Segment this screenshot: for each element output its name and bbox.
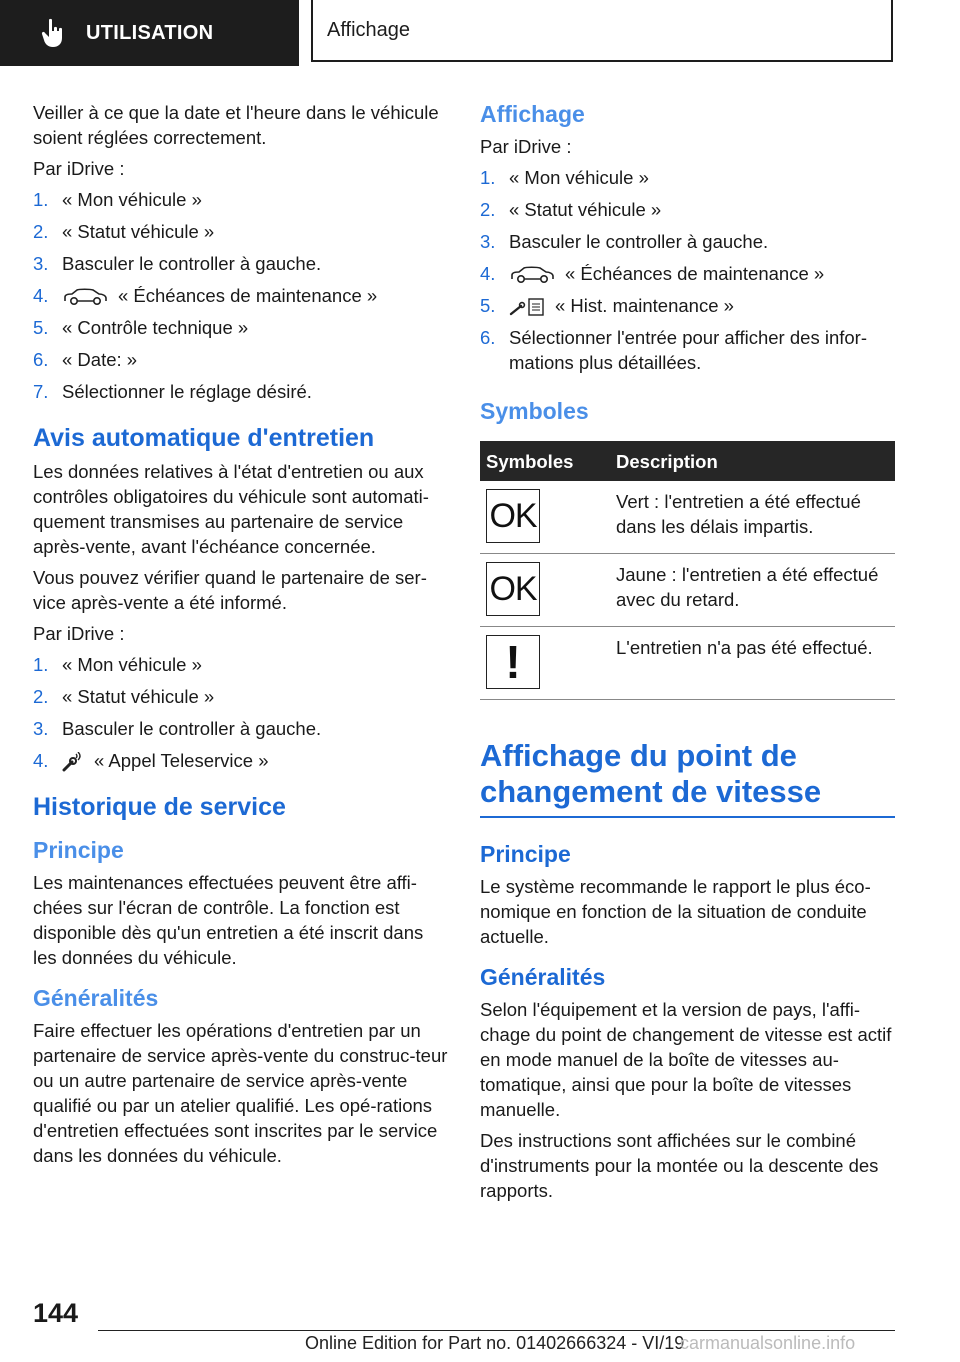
steps-list-date: [33, 187, 451, 411]
list-item: 6. « Date: »: [33, 349, 138, 370]
list-item: 2. « Statut véhicule »: [480, 199, 662, 220]
list-item: 3. Basculer le controller à gauche.: [480, 231, 769, 252]
watermark: carmanualsonline.info: [680, 1333, 856, 1353]
left-column: [33, 100, 451, 1174]
heading-principe: Principe: [33, 837, 124, 863]
teleservice-wrench-icon: [62, 752, 84, 772]
car-icon: [62, 288, 108, 306]
heading-generalites: Généralités: [33, 985, 159, 1011]
list-item: 4. « Échéances de maintenance »: [33, 285, 378, 306]
section-label: UTILISATION: [86, 21, 214, 44]
ok-green-icon: OK: [486, 489, 540, 543]
table-row: [480, 481, 895, 554]
heading-principe: Principe: [480, 841, 571, 867]
heading-historique: Historique de service: [33, 793, 286, 821]
list-item: 3. Basculer le controller à gauche.: [33, 718, 322, 739]
list-item: 1. « Mon véhicule »: [33, 189, 202, 210]
generalites-paragraph: Faire effectuer les opérations d'entretien par un partenaire de service après-vente du construc-teur ou un autre partenaire de service après-vente qualifié ou par un atelier qualifié. Les opé-rations d'entretien effectuées sont inscrites par le service dans les données du véhicule.: [33, 1020, 448, 1166]
heading-affichage: Affichage: [480, 101, 585, 127]
footer-divider: [98, 1330, 895, 1331]
right-column: [480, 100, 895, 1209]
footer-edition: Online Edition for Part no. 01402666324 - VI/19: [305, 1333, 685, 1353]
list-item: 2. « Statut véhicule »: [33, 686, 215, 707]
intro-paragraph: Veiller à ce que la date et l'heure dans le véhicule soient réglées correctement.: [33, 102, 439, 148]
hand-pointer-icon: [40, 18, 66, 48]
par-idrive-label: Par iDrive :: [33, 623, 125, 644]
generalites-paragraph-1: Selon l'équipement et la version de pays, l'affi-chage du point de changement de vitesse est actif en mode manuel de la boîte de vitesses au-tomatique, ainsi que pour la boîte de vitesses manuelle.: [480, 999, 892, 1120]
list-item: 4. « Appel Teleservice »: [33, 750, 269, 771]
avis-paragraph-2: Vous pouvez vérifier quand le partenaire de ser-vice après-vente a été informé.: [33, 567, 427, 613]
heading-avis: Avis automatique d'entretien: [33, 424, 375, 452]
chapter-tab: [311, 0, 893, 62]
list-item: 3. Basculer le controller à gauche.: [33, 253, 322, 274]
par-idrive-label: Par iDrive :: [33, 158, 125, 179]
column-header-symboles: Symboles: [480, 441, 610, 481]
ok-yellow-icon: OK: [486, 562, 540, 616]
list-item: 4. « Échéances de maintenance »: [480, 263, 825, 284]
heading-shift-point: Affichage du point de changement de vitesse: [480, 738, 895, 818]
column-header-description: Description: [610, 441, 895, 481]
table-cell-description: Vert : l'entretien a été effectué dans les délais impartis.: [610, 481, 895, 554]
principe-paragraph: Le système recommande le rapport le plus éco-nomique en fonction de la situation de conduite actuelle.: [480, 876, 871, 947]
table-header-row: [480, 441, 895, 481]
table-cell-description: Jaune : l'entretien a été effectué avec du retard.: [610, 554, 895, 627]
list-item: 6. Sélectionner l'entrée pour afficher des infor-mations plus détaillées.: [480, 327, 867, 373]
principe-paragraph: Les maintenances effectuées peuvent être affi-chées sur l'écran de contrôle. La fonction est disponible dès qu'un entretien a été inscrit dans les données du véhicule.: [33, 872, 424, 968]
symbols-table: [480, 441, 895, 700]
section-tab: [0, 0, 299, 66]
par-idrive-label: Par iDrive :: [480, 136, 572, 157]
list-item: 7. Sélectionner le réglage désiré.: [33, 381, 312, 402]
chapter-label: Affichage: [327, 18, 411, 41]
list-item: 5. « Contrôle technique »: [33, 317, 249, 338]
table-cell-description: L'entretien n'a pas été effectué.: [610, 627, 895, 700]
list-item: 1. « Mon véhicule »: [480, 167, 649, 188]
list-item: 2. « Statut véhicule »: [33, 221, 215, 242]
car-icon: [509, 266, 555, 284]
table-row: [480, 627, 895, 700]
exclamation-icon: !: [486, 635, 540, 689]
steps-list-teleservice: [33, 652, 451, 780]
heading-generalites: Généralités: [480, 964, 606, 990]
heading-symboles: Symboles: [480, 398, 589, 424]
table-row: [480, 554, 895, 627]
list-item: 5. « Hist. maintenance »: [480, 295, 734, 316]
generalites-paragraph-2: Des instructions sont affichées sur le combiné d'instruments pour la montée ou la descente des rapports.: [480, 1130, 879, 1201]
avis-paragraph-1: Les données relatives à l'état d'entretien ou aux contrôles obligatoires du véhicule sont automati-quement transmises au partenaire de service après-vente, avant l'échéance concernée.: [33, 461, 429, 557]
steps-list-hist: [480, 165, 895, 375]
page-number: 144: [33, 1298, 79, 1328]
list-item: 1. « Mon véhicule »: [33, 654, 202, 675]
service-history-icon: [509, 297, 545, 317]
